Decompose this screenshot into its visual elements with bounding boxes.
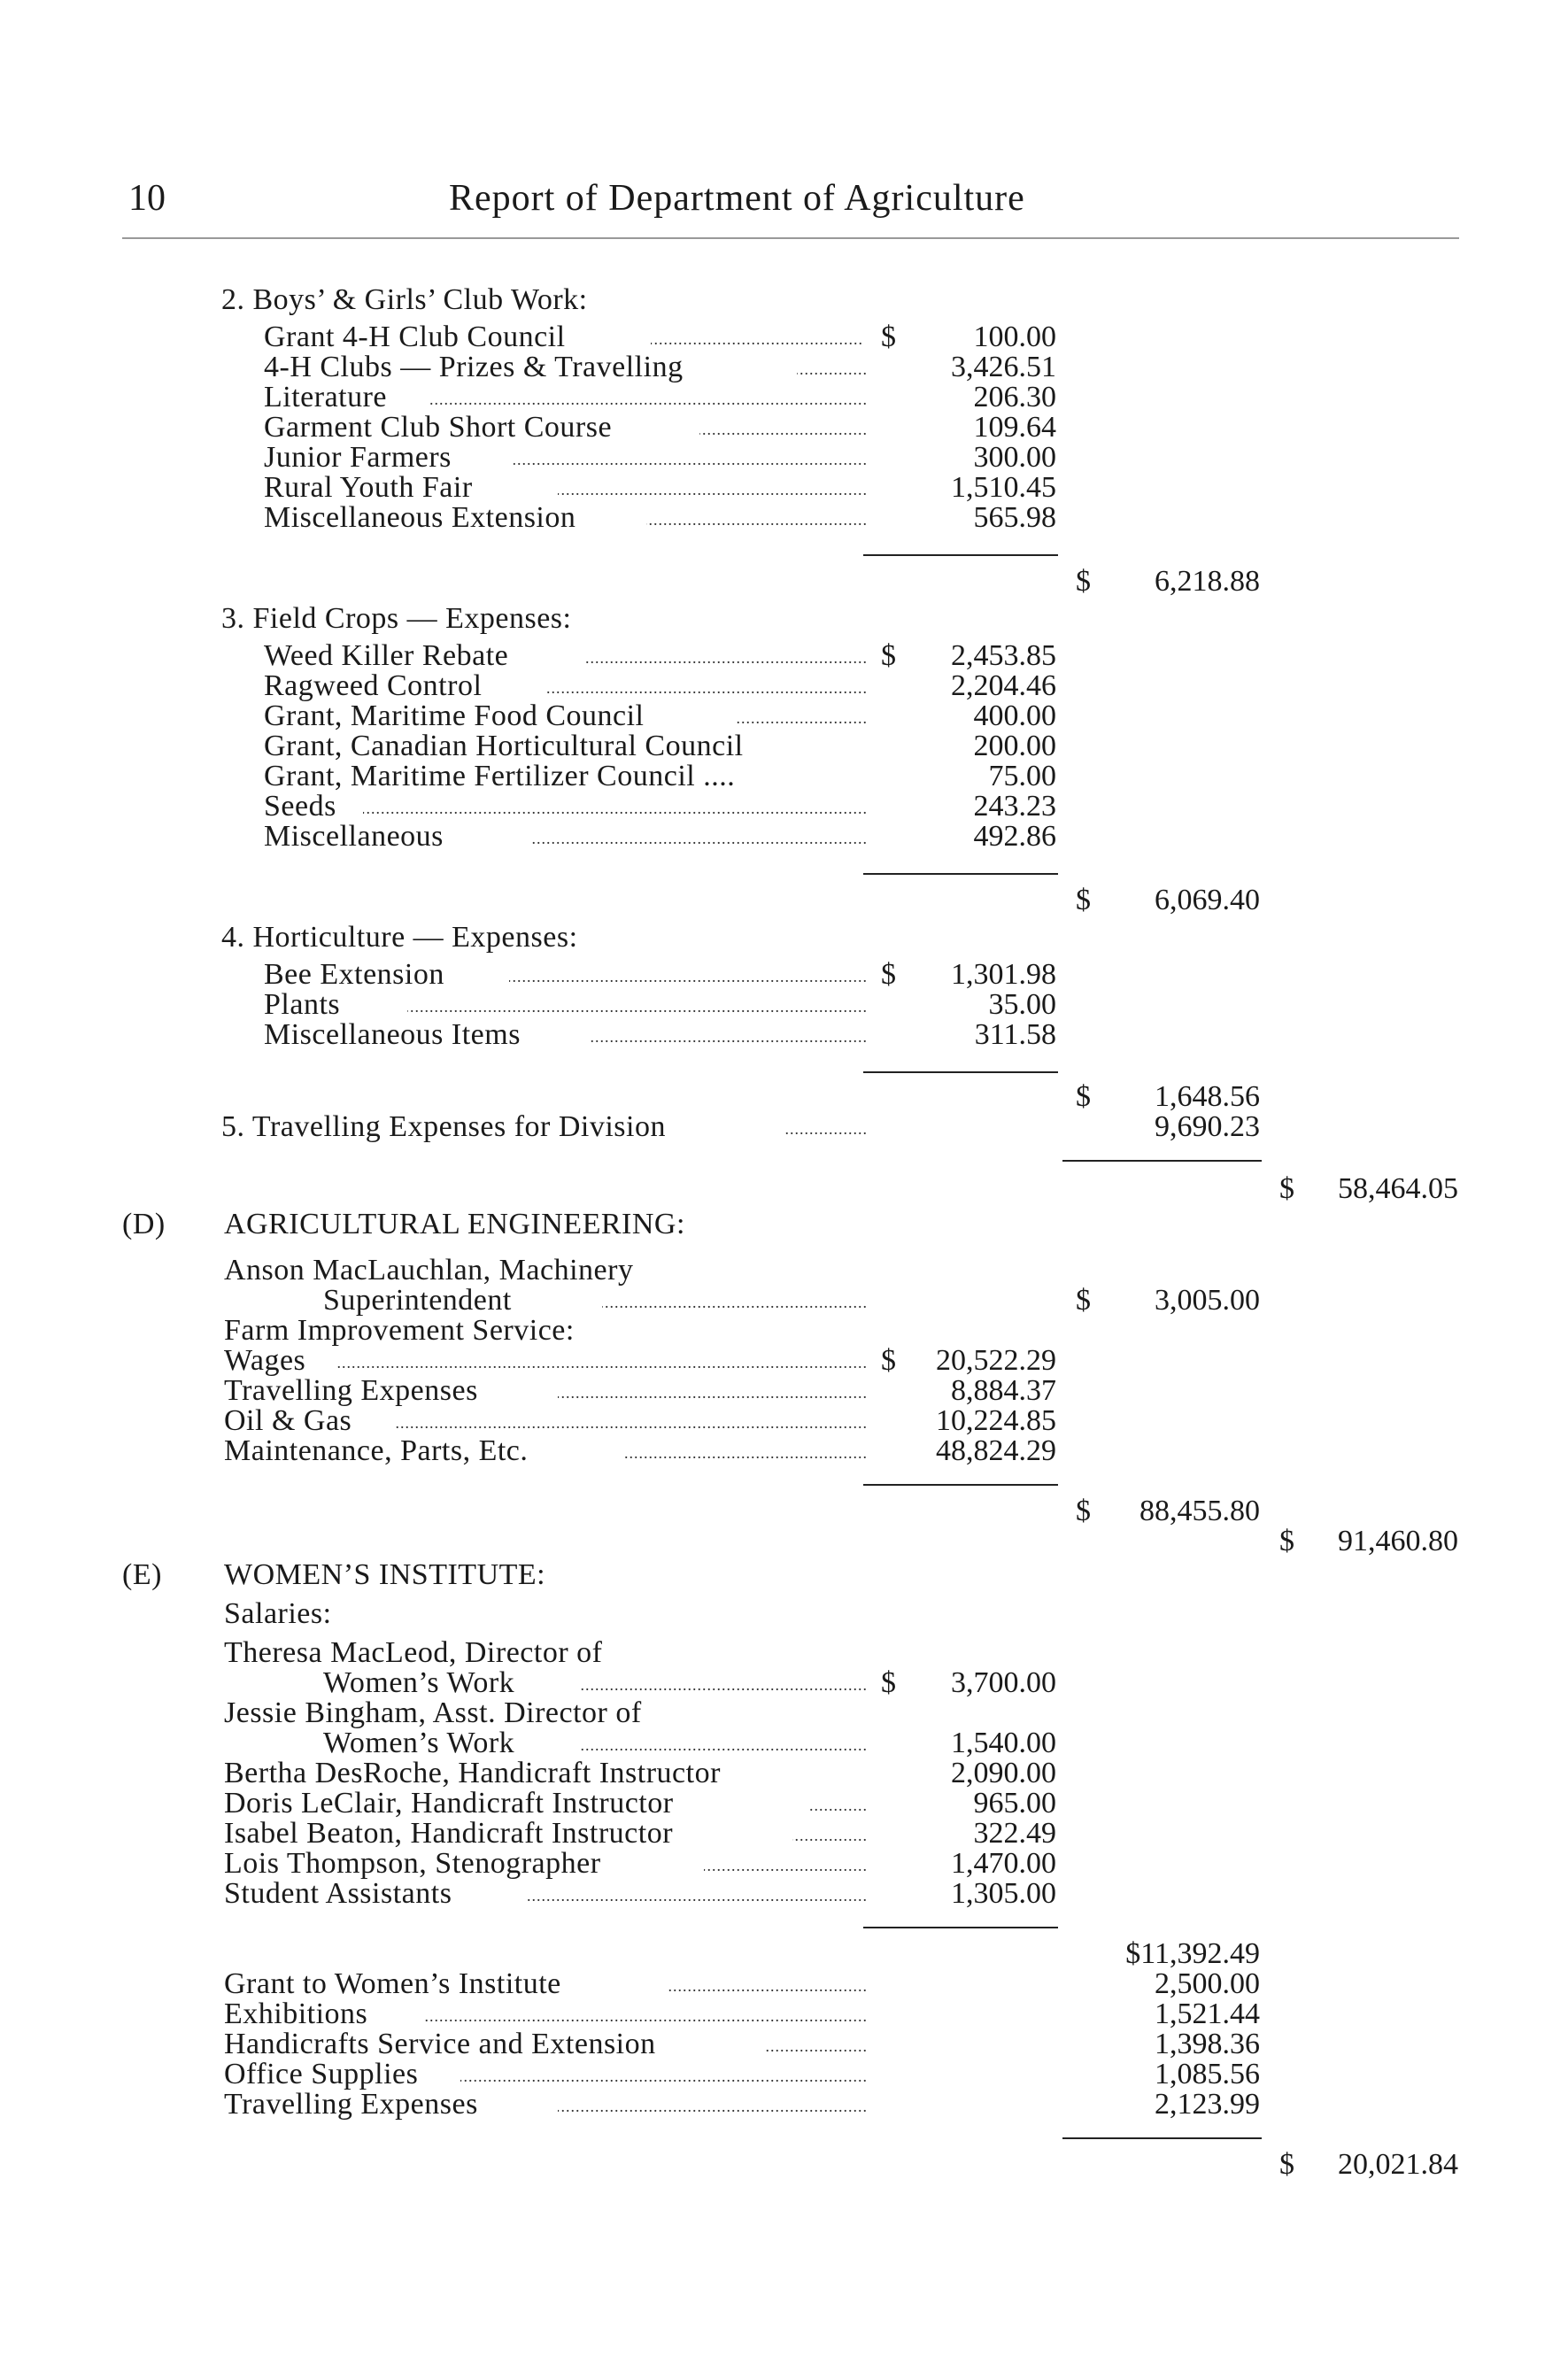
item-amount: 565.98 bbox=[973, 501, 1056, 534]
item-amount: 300.00 bbox=[973, 441, 1056, 474]
item-amount: 2,204.46 bbox=[951, 669, 1056, 702]
subtotal-rule bbox=[863, 1927, 1058, 1928]
item-label: Doris LeClair, Handicraft Instructor bbox=[224, 1787, 674, 1820]
leader-dots bbox=[784, 1112, 868, 1142]
leader-dots bbox=[407, 990, 868, 1020]
item-amount: 8,884.37 bbox=[951, 1374, 1056, 1407]
item-amount: 1,398.36 bbox=[1155, 2028, 1260, 2060]
leader-dots bbox=[394, 1406, 868, 1436]
subtotal-rule bbox=[1062, 1160, 1262, 1162]
item-amount: 35.00 bbox=[988, 988, 1056, 1021]
dollar-sign: $ bbox=[1076, 1080, 1091, 1113]
section-3-title: 3. Field Crops — Expenses: bbox=[221, 602, 572, 635]
leader-dots bbox=[704, 1849, 868, 1879]
leader-dots bbox=[509, 960, 868, 990]
list-item bbox=[0, 2059, 1545, 2090]
leader-dots bbox=[531, 822, 868, 852]
division-d-total: 91,460.80 bbox=[1338, 1525, 1458, 1557]
item-label: Wages bbox=[224, 1344, 306, 1377]
dollar-sign: $ bbox=[1076, 884, 1091, 916]
dollar-sign: $ bbox=[1279, 1172, 1294, 1205]
item-label: Maintenance, Parts, Etc. bbox=[224, 1434, 529, 1467]
anson-line1: Anson MacLauchlan, Machinery bbox=[224, 1254, 634, 1287]
leader-dots bbox=[624, 1436, 868, 1466]
list-item bbox=[0, 641, 1545, 671]
list-item bbox=[0, 473, 1545, 503]
leader-dots bbox=[646, 503, 868, 533]
header-rule bbox=[122, 237, 1459, 239]
item-label: Bertha DesRoche, Handicraft Instructor bbox=[224, 1757, 721, 1789]
leader-dots bbox=[527, 1879, 868, 1909]
list-item bbox=[0, 1789, 1545, 1819]
item-amount: 1,305.00 bbox=[951, 1877, 1056, 1910]
dollar-sign: $ bbox=[881, 1344, 896, 1377]
item-amount: 400.00 bbox=[973, 699, 1056, 732]
list-item bbox=[0, 1668, 1545, 1698]
item-label: Travelling Expenses bbox=[224, 1374, 478, 1407]
list-item bbox=[0, 822, 1545, 852]
list-item bbox=[0, 1286, 1545, 1316]
leader-dots bbox=[792, 1819, 868, 1849]
jessie-line1: Jessie Bingham, Asst. Director of bbox=[224, 1696, 642, 1729]
page-title: Report of Department of Agriculture bbox=[449, 178, 1025, 219]
page-number: 10 bbox=[128, 178, 166, 219]
item-amount: 10,224.85 bbox=[936, 1404, 1056, 1437]
dollar-sign: $ bbox=[1279, 2148, 1294, 2181]
item-label: Literature bbox=[264, 381, 388, 413]
section-4-title: 4. Horticulture — Expenses: bbox=[221, 921, 578, 954]
salaries-total: $11,392.49 bbox=[1125, 1937, 1260, 1970]
item-amount: 20,522.29 bbox=[936, 1344, 1056, 1377]
list-item bbox=[0, 1879, 1545, 1909]
item-amount: 109.64 bbox=[973, 411, 1056, 444]
section-2-title: 2. Boys’ & Girls’ Club Work: bbox=[221, 283, 588, 316]
division-e-total: 20,021.84 bbox=[1338, 2148, 1458, 2181]
item-label: Lois Thompson, Stenographer bbox=[224, 1847, 601, 1880]
leader-dots bbox=[584, 641, 868, 671]
item-amount: 3,005.00 bbox=[1155, 1284, 1260, 1317]
dollar-sign: $ bbox=[1279, 1525, 1294, 1557]
leader-dots bbox=[558, 473, 868, 503]
leader-dots bbox=[429, 382, 868, 413]
leader-dots bbox=[580, 1728, 868, 1758]
item-amount: 311.58 bbox=[974, 1018, 1056, 1051]
leader-dots bbox=[699, 413, 868, 443]
page-header bbox=[128, 177, 1545, 230]
leader-dots bbox=[363, 792, 868, 822]
item-label: Grant 4-H Club Council bbox=[264, 321, 566, 353]
list-item bbox=[0, 352, 1545, 382]
division-c-total: 58,464.05 bbox=[1338, 1172, 1458, 1205]
item-amount: 2,123.99 bbox=[1155, 2088, 1260, 2121]
leader-dots bbox=[589, 1020, 868, 1050]
list-item bbox=[0, 413, 1545, 443]
list-item bbox=[0, 960, 1545, 990]
list-item bbox=[0, 1849, 1545, 1879]
item-amount: 3,426.51 bbox=[951, 351, 1056, 383]
list-item bbox=[0, 2029, 1545, 2059]
list-item bbox=[0, 671, 1545, 701]
item-label: Miscellaneous Items bbox=[264, 1018, 521, 1051]
item-label: Grant to Women’s Institute bbox=[224, 1967, 561, 2000]
list-item bbox=[0, 503, 1545, 533]
item-label: 5. Travelling Expenses for Division bbox=[221, 1110, 666, 1143]
item-label: Travelling Expenses bbox=[224, 2088, 478, 2121]
dollar-sign: $ bbox=[881, 1666, 896, 1699]
item-amount: 243.23 bbox=[973, 790, 1056, 823]
item-amount: 3,700.00 bbox=[951, 1666, 1056, 1699]
item-label: Miscellaneous Extension bbox=[264, 501, 576, 534]
subtotal-rule bbox=[863, 554, 1058, 556]
item-label: Women’s Work bbox=[323, 1727, 515, 1759]
leader-dots bbox=[651, 322, 863, 352]
item-label: Grant, Canadian Horticultural Council bbox=[264, 730, 744, 762]
item-label: Seeds bbox=[264, 790, 336, 823]
item-label: 4-H Clubs — Prizes & Travelling bbox=[264, 351, 684, 383]
item-amount: 2,500.00 bbox=[1155, 1967, 1260, 2000]
leader-dots bbox=[668, 1969, 868, 1999]
subtotal-rule bbox=[863, 1484, 1058, 1486]
leader-dots bbox=[545, 671, 868, 701]
leader-dots bbox=[766, 2029, 868, 2059]
item-amount: 322.49 bbox=[973, 1817, 1056, 1850]
leader-dots bbox=[425, 1999, 868, 2029]
list-item bbox=[0, 792, 1545, 822]
item-amount: 492.86 bbox=[973, 820, 1056, 853]
list-item bbox=[0, 990, 1545, 1020]
section-4-total: 1,648.56 bbox=[1155, 1080, 1260, 1113]
leader-dots bbox=[514, 443, 868, 473]
leader-dots bbox=[580, 1668, 868, 1698]
item-label: Bee Extension bbox=[264, 958, 444, 991]
section-e-title: WOMEN’S INSTITUTE: bbox=[224, 1558, 546, 1591]
item-label: Ragweed Control bbox=[264, 669, 483, 702]
item-amount: 206.30 bbox=[973, 381, 1056, 413]
item-label: Isabel Beaton, Handicraft Instructor bbox=[224, 1817, 674, 1850]
item-amount: 1,540.00 bbox=[951, 1727, 1056, 1759]
section-letter-e: (E) bbox=[122, 1558, 162, 1591]
item-label: Garment Club Short Course bbox=[264, 411, 613, 444]
item-amount: 2,090.00 bbox=[951, 1757, 1056, 1789]
leader-dots bbox=[602, 1286, 868, 1316]
list-item bbox=[0, 443, 1545, 473]
dollar-sign: $ bbox=[1076, 565, 1091, 598]
list-item bbox=[0, 1436, 1545, 1466]
list-item bbox=[0, 1819, 1545, 1849]
list-item bbox=[0, 1376, 1545, 1406]
item-amount: 1,301.98 bbox=[951, 958, 1056, 991]
item-amount: 1,085.56 bbox=[1155, 2058, 1260, 2090]
item-label: Women’s Work bbox=[323, 1666, 515, 1699]
list-item bbox=[0, 1728, 1545, 1758]
item-amount: 1,510.45 bbox=[951, 471, 1056, 504]
salaries-title: Salaries: bbox=[224, 1597, 332, 1630]
section-5-amount: 9,690.23 bbox=[1155, 1110, 1260, 1143]
dollar-sign: $ bbox=[881, 958, 896, 991]
list-item bbox=[0, 731, 1545, 761]
item-label: Office Supplies bbox=[224, 2058, 419, 2090]
list-item bbox=[0, 701, 1545, 731]
list-item bbox=[0, 1999, 1545, 2029]
list-item bbox=[0, 322, 1545, 352]
item-amount: 1,521.44 bbox=[1155, 1998, 1260, 2030]
fis-total: 88,455.80 bbox=[1139, 1495, 1260, 1527]
item-amount: 965.00 bbox=[973, 1787, 1056, 1820]
theresa-line1: Theresa MacLeod, Director of bbox=[224, 1636, 603, 1669]
list-item bbox=[0, 2090, 1545, 2120]
section-d-title: AGRICULTURAL ENGINEERING: bbox=[224, 1208, 685, 1240]
subtotal-rule bbox=[863, 1071, 1058, 1073]
item-amount: 2,453.85 bbox=[951, 639, 1056, 672]
leader-dots bbox=[336, 1346, 868, 1376]
subtotal-rule bbox=[863, 873, 1058, 875]
item-label: Grant, Maritime Fertilizer Council .... bbox=[264, 760, 736, 792]
item-label: Plants bbox=[264, 988, 341, 1021]
list-item bbox=[0, 382, 1545, 413]
subtotal-rule bbox=[1062, 2137, 1262, 2139]
dollar-sign: $ bbox=[1076, 1284, 1091, 1317]
list-item bbox=[0, 1758, 1545, 1789]
item-label: Oil & Gas bbox=[224, 1404, 352, 1437]
list-item bbox=[0, 1346, 1545, 1376]
item-label: Miscellaneous bbox=[264, 820, 444, 853]
item-label: Rural Youth Fair bbox=[264, 471, 473, 504]
item-amount: 100.00 bbox=[973, 321, 1056, 353]
item-label: Exhibitions bbox=[224, 1998, 368, 2030]
leader-dots bbox=[797, 352, 868, 382]
leader-dots bbox=[558, 1376, 868, 1406]
section-3-total: 6,069.40 bbox=[1155, 884, 1260, 916]
item-label: Handicrafts Service and Extension bbox=[224, 2028, 656, 2060]
leader-dots bbox=[810, 1789, 868, 1819]
list-item bbox=[0, 761, 1545, 792]
section-2-total: 6,218.88 bbox=[1155, 565, 1260, 598]
item-amount: 48,824.29 bbox=[936, 1434, 1056, 1467]
item-label: Student Assistants bbox=[224, 1877, 452, 1910]
item-label: Grant, Maritime Food Council bbox=[264, 699, 645, 732]
list-item bbox=[0, 1020, 1545, 1050]
section-letter-d: (D) bbox=[122, 1208, 166, 1240]
leader-dots bbox=[558, 2090, 868, 2120]
leader-dots bbox=[460, 2059, 868, 2090]
dollar-sign: $ bbox=[881, 639, 896, 672]
fis-title: Farm Improvement Service: bbox=[224, 1314, 575, 1347]
list-item bbox=[0, 1112, 1545, 1142]
item-amount: 75.00 bbox=[988, 760, 1056, 792]
item-label: Weed Killer Rebate bbox=[264, 639, 509, 672]
dollar-sign: $ bbox=[1076, 1495, 1091, 1527]
item-amount: 1,470.00 bbox=[951, 1847, 1056, 1880]
list-item bbox=[0, 1406, 1545, 1436]
leader-dots bbox=[735, 701, 868, 731]
item-amount: 200.00 bbox=[973, 730, 1056, 762]
item-label: Junior Farmers bbox=[264, 441, 452, 474]
list-item bbox=[0, 1969, 1545, 1999]
dollar-sign: $ bbox=[881, 321, 896, 353]
item-label: Superintendent bbox=[323, 1284, 512, 1317]
